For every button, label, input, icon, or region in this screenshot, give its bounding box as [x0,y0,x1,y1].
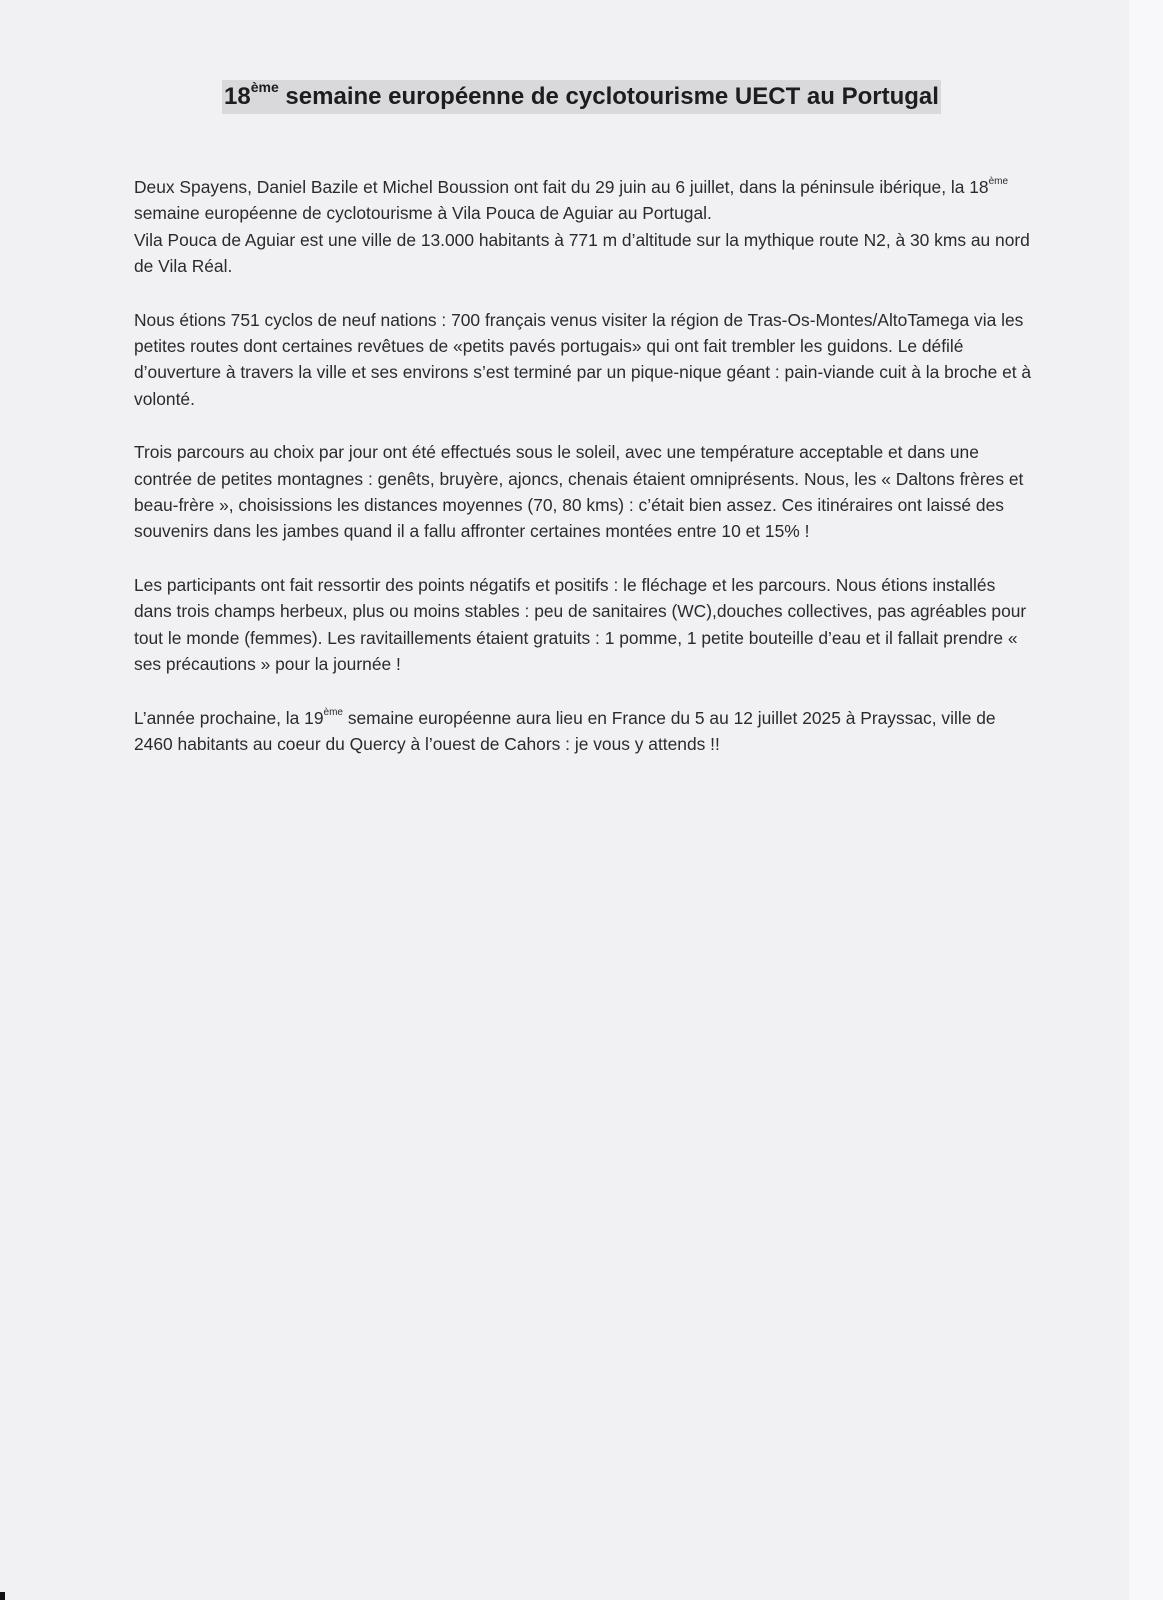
intro-superscript: ème [988,176,1009,188]
next-year-text-2: semaine européenne aura lieu en France du 5 au 12 juillet 2025 à Prayssac, ville de 2460 habitants au coeur du Quercy à l’ouest de Cahors : je vous y attends !! [134,707,996,754]
document-body [134,174,1034,784]
paragraph-routes: Trois parcours au choix par jour ont été effectués sous le soleil, avec une température acceptable et dans une contrée de petites montagnes : genêts, bruyère, ajoncs, chenais étaient omniprésents. Nous, les « Daltons frères et beau-frère », choisissions les distances moyennes (70, 80 kms) : c’était bien assez. Ces itinéraires ont laissé des souvenirs dans les jambes quand il a fallu affronter certaines montées entre 10 et 15% ! [134,442,1024,542]
paragraph-feedback: Les participants ont fait ressortir des points négatifs et positifs : le fléchage et les parcours. Nous étions installés dans trois champs herbeux, plus ou moins stables : peu de sanitaires (WC),douches collectives, pas agréables pour tout le monde (femmes). Les ravitaillements étaient gratuits : 1 pomme, 1 petite bouteille d’eau et il fallait prendre « ses précautions » pour la journée ! [134,574,1027,675]
next-year-text-1: L’année prochaine, la 19 [134,707,324,728]
paragraph-participants: Nous étions 751 cyclos de neuf nations : 700 français venus visiter la région de Tras-Os-Montes/AltoTamega via les petites routes dont certaines revêtues de «petits pavés portugais» qui ont fait trembler les guidons. Le défilé d’ouverture à travers la ville et ses environs s’est terminé par un pique-nique géant : pain-viande cuit à la broche et à volonté. [134,309,1032,409]
title-container [0,80,1163,114]
title-superscript: ème [250,79,279,95]
intro-text-1: Deux Spayens, Daniel Bazile et Michel Boussion ont fait du 29 juin au 6 juillet, dans la péninsule ibérique, la 18 [134,177,989,197]
title-text: semaine européenne de cyclotourisme UECT au Portugal [278,83,939,110]
paragraph-next-year [134,705,1034,758]
page-edge [1129,0,1163,1600]
title-number: 18 [224,83,251,110]
intro-text-3: Vila Pouca de Aguiar est une ville de 13.000 habitants à 771 m d’altitude sur la mythique route N2, à 30 kms au nord de Vila Réal. [134,229,1030,277]
next-year-superscript: ème [323,706,343,718]
scan-mark [0,1592,5,1600]
paragraph-intro [134,174,1034,280]
document-title [222,80,941,114]
intro-text-2: semaine européenne de cyclotourisme à Vila Pouca de Aguiar au Portugal. [134,203,712,224]
